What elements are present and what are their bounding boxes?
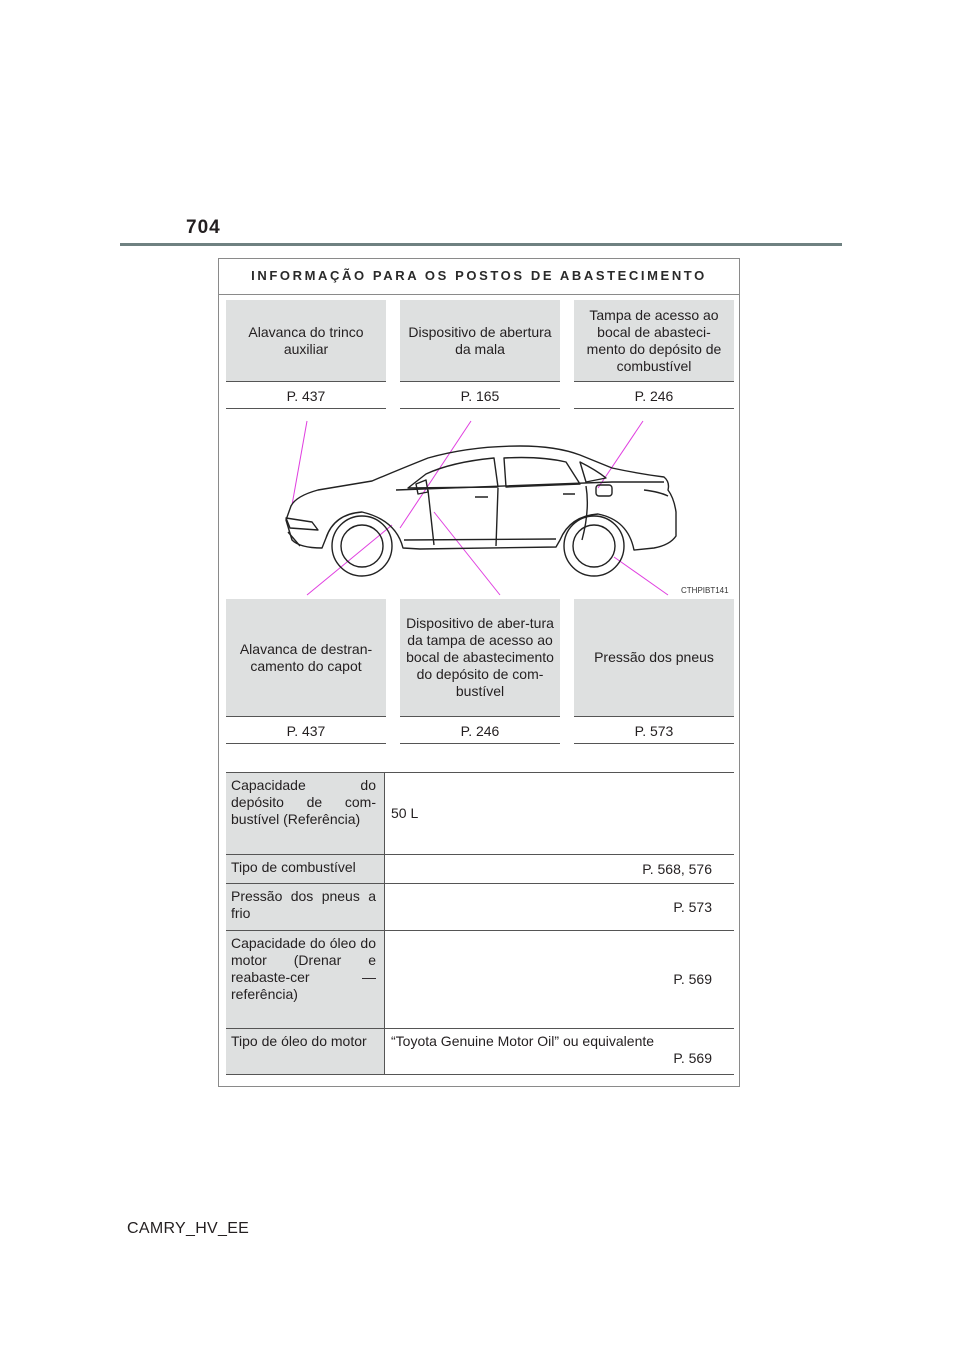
ref-page-aux-latch: P. 437 [226, 382, 386, 409]
figure-code: CTHPIBT141 [681, 586, 729, 595]
spec-label: Capacidade do depósito de com-bustível (Referência) [226, 773, 385, 854]
spec-label: Tipo de combustível [226, 855, 385, 883]
spec-row-oil-capacity [226, 931, 734, 1029]
ref-box-fuel-door: Tampa de acesso ao bocal de abasteci-mento do depósito de combustível [574, 300, 734, 382]
ref-page-fuel-door-opener: P. 246 [400, 717, 560, 744]
spec-page-ref: P. 569 [673, 1050, 712, 1066]
ref-box-fuel-door-opener: Dispositivo de aber-tura da tampa de acesso ao bocal de abastecimento do depósito de com-bustível [400, 599, 560, 717]
page-number: 704 [186, 217, 221, 238]
spec-label: Capacidade do óleo do motor (Drenar e reabaste-cer — referência) [226, 931, 385, 1028]
spec-row-tire-pressure [226, 884, 734, 931]
spec-value-text: 50 L [391, 805, 419, 821]
footer-code: CAMRY_HV_EE [127, 1220, 250, 1237]
panel-title: INFORMAÇÃO PARA OS POSTOS DE ABASTECIMENTO [219, 259, 739, 295]
spec-value [385, 884, 734, 930]
ref-page-trunk-opener: P. 165 [400, 382, 560, 409]
spec-value [385, 1029, 734, 1074]
spec-page-ref: P. 568, 576 [642, 860, 712, 877]
spec-value [385, 773, 734, 854]
spec-row-fuel-capacity [226, 773, 734, 855]
spec-value-text: “Toyota Genuine Motor Oil” ou equivalente [391, 1033, 655, 1049]
spec-row-oil-type [226, 1029, 734, 1075]
ref-page-tire-pressure: P. 573 [574, 717, 734, 744]
header-rule [120, 243, 842, 246]
ref-box-aux-latch: Alavanca do trinco auxiliar [226, 300, 386, 382]
spec-label: Pressão dos pneus a frio [226, 884, 385, 930]
spec-row-fuel-type [226, 855, 734, 884]
ref-box-trunk-opener: Dispositivo de abertura da mala [400, 300, 560, 382]
spec-label: Tipo de óleo do motor [226, 1029, 385, 1074]
spec-page-ref: P. 569 [673, 971, 712, 987]
ref-page-fuel-door: P. 246 [574, 382, 734, 409]
spec-page-ref: P. 573 [673, 898, 712, 915]
ref-box-tire-pressure: Pressão dos pneus [574, 599, 734, 717]
ref-page-hood-release: P. 437 [226, 717, 386, 744]
spec-table [226, 772, 734, 1075]
spec-value [385, 855, 734, 883]
spec-value [385, 931, 734, 1028]
ref-box-hood-release: Alavanca de destran-camento do capot [226, 599, 386, 717]
